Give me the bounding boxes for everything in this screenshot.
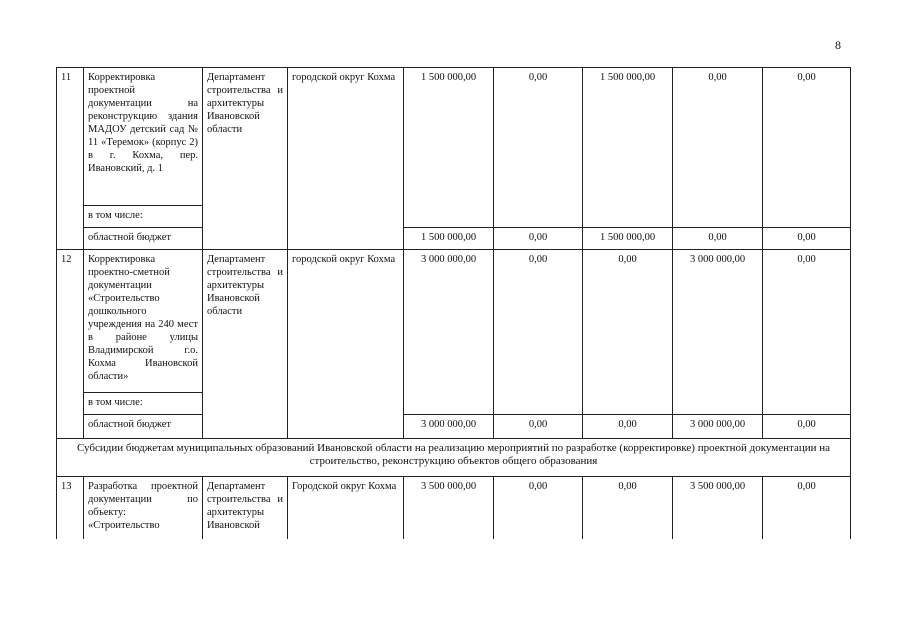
budget-value-year-4: 0,00 — [763, 415, 851, 439]
value-year-3: 0,00 — [673, 68, 763, 228]
municipality: Городской округ Кохма — [288, 477, 404, 539]
budget-value-year-1: 0,00 — [494, 415, 583, 439]
row-number: 13 — [57, 477, 84, 539]
value-year-3: 3 500 000,00 — [673, 477, 763, 539]
section-header-row — [57, 439, 851, 477]
value-total: 3 000 000,00 — [404, 250, 494, 415]
budget-label: областной бюджет — [84, 228, 203, 250]
budget-value-year-3: 3 000 000,00 — [673, 415, 763, 439]
value-year-2: 1 500 000,00 — [583, 68, 673, 228]
table-row — [57, 477, 851, 539]
department: Департамент строительства и архитектуры Ивановской области — [203, 68, 288, 250]
table-row — [57, 228, 851, 250]
department: Департамент строительства и архитектуры Ивановской области — [203, 250, 288, 439]
budget-label: областной бюджет — [84, 415, 203, 439]
section-title: Субсидии бюджетам муниципальных образований Ивановской области на реализацию мероприятий по разработке (корректировке) проектной документации на строительство, реконструкцию объектов общего образования — [57, 439, 851, 477]
including-label: в том числе: — [84, 206, 203, 228]
page-number: 8 — [835, 38, 841, 52]
value-total: 3 500 000,00 — [404, 477, 494, 539]
value-year-4: 0,00 — [763, 250, 851, 415]
project-name: Корректировка проектной документации на реконструкцию здания МАДОУ детский сад № 11 «Теремок» (корпус 2) в г. Кохма, пер. Ивановский, д. 1 — [84, 68, 203, 206]
table-row — [57, 68, 851, 206]
row-number: 11 — [57, 68, 84, 250]
budget-value-year-2: 0,00 — [583, 415, 673, 439]
municipality: городской округ Кохма — [288, 250, 404, 439]
value-year-4: 0,00 — [763, 68, 851, 228]
value-year-2: 0,00 — [583, 477, 673, 539]
budget-value-year-4: 0,00 — [763, 228, 851, 250]
value-year-1: 0,00 — [494, 68, 583, 228]
table-row — [57, 250, 851, 393]
department: Департамент строительства и архитектуры Ивановской — [203, 477, 288, 539]
value-total: 1 500 000,00 — [404, 68, 494, 228]
project-name: Разработка проектной документации по объекту: «Строительство — [84, 477, 203, 539]
table-row — [57, 415, 851, 439]
value-year-1: 0,00 — [494, 477, 583, 539]
value-year-4: 0,00 — [763, 477, 851, 539]
budget-value-total: 1 500 000,00 — [404, 228, 494, 250]
budget-value-year-3: 0,00 — [673, 228, 763, 250]
value-year-1: 0,00 — [494, 250, 583, 415]
municipality: городской округ Кохма — [288, 68, 404, 250]
project-name: Корректировка проектно-сметной документации «Строительство дошкольного учреждения на 240 мест в районе улицы Владимирской г.о. Кохма Ивановской области» — [84, 250, 203, 393]
budget-value-total: 3 000 000,00 — [404, 415, 494, 439]
budget-value-year-1: 0,00 — [494, 228, 583, 250]
value-year-3: 3 000 000,00 — [673, 250, 763, 415]
budget-value-year-2: 1 500 000,00 — [583, 228, 673, 250]
value-year-2: 0,00 — [583, 250, 673, 415]
row-number: 12 — [57, 250, 84, 439]
budget-table — [56, 67, 851, 539]
including-label: в том числе: — [84, 393, 203, 415]
